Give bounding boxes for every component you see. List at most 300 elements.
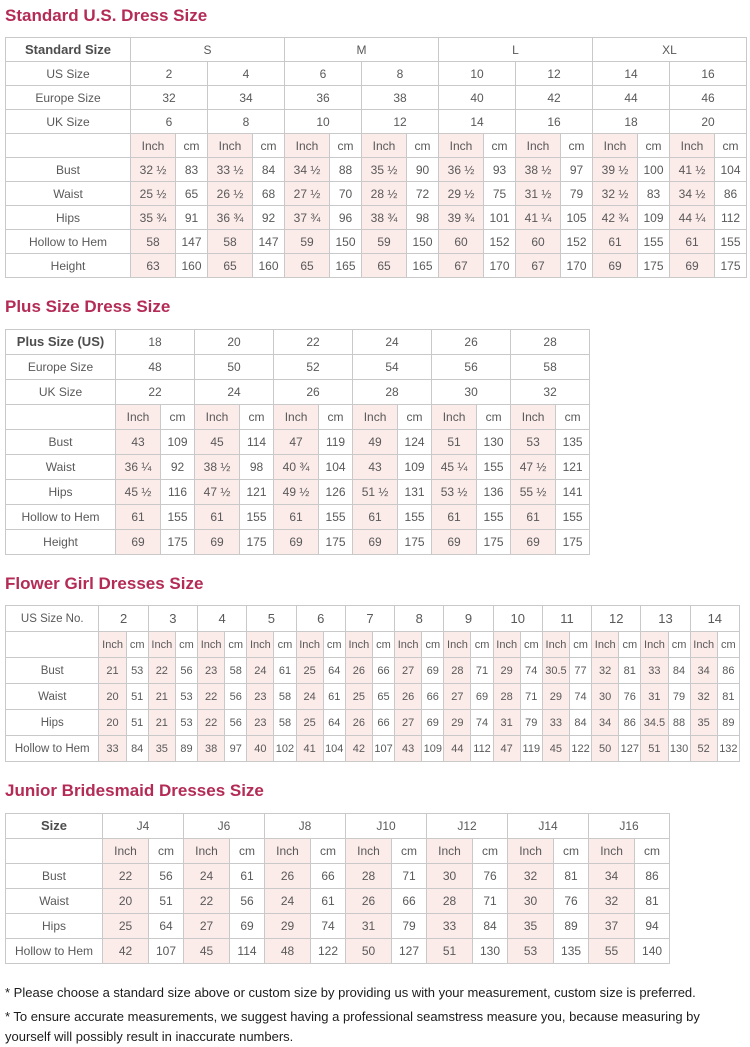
measure-value-cm: 152 xyxy=(484,230,516,254)
measure-value-cm: 160 xyxy=(253,254,285,278)
size-header: 28 xyxy=(511,329,590,354)
measure-value-inch: 42 xyxy=(345,736,372,762)
row-label: Hollow to Hem xyxy=(6,736,99,762)
size-header: 2 xyxy=(131,62,208,86)
unit-cm-label: cm xyxy=(471,632,493,658)
section-title: Junior Bridesmaid Dresses Size xyxy=(5,781,264,801)
measure-value-cm: 84 xyxy=(668,658,690,684)
measure-value-cm: 86 xyxy=(715,182,747,206)
measure-value-cm: 165 xyxy=(407,254,439,278)
measure-value-cm: 114 xyxy=(230,938,265,963)
measure-value-inch: 69 xyxy=(116,529,161,554)
measure-value-inch: 65 xyxy=(362,254,407,278)
unit-cm-label: cm xyxy=(230,838,265,863)
measure-value-cm: 94 xyxy=(635,913,670,938)
measure-value-cm: 71 xyxy=(473,888,508,913)
measure-value-inch: 51 xyxy=(641,736,668,762)
measure-value-cm: 175 xyxy=(161,529,195,554)
measure-value-cm: 126 xyxy=(319,479,353,504)
size-header: J10 xyxy=(346,813,427,838)
measure-value-cm: 135 xyxy=(556,429,590,454)
table-row xyxy=(6,863,670,888)
table-row xyxy=(6,658,740,684)
size-header: 56 xyxy=(432,354,511,379)
size-header: 8 xyxy=(362,62,439,86)
measure-value-inch: 28 xyxy=(427,888,473,913)
unit-cm-label: cm xyxy=(330,134,362,158)
measure-value-inch: 61 xyxy=(195,504,240,529)
unit-cm-label: cm xyxy=(715,134,747,158)
size-header: 30 xyxy=(432,379,511,404)
row-label: Hips xyxy=(6,206,131,230)
measure-value-inch: 42 ¾ xyxy=(593,206,638,230)
measure-value-inch: 27 xyxy=(395,658,422,684)
measure-value-inch: 51 ½ xyxy=(353,479,398,504)
unit-cm-label: cm xyxy=(473,838,508,863)
unit-cm-label: cm xyxy=(253,134,285,158)
measure-value-inch: 65 xyxy=(208,254,253,278)
unit-inch-label: Inch xyxy=(274,404,319,429)
unit-cm-label: cm xyxy=(484,134,516,158)
table-row xyxy=(6,504,590,529)
size-header: 26 xyxy=(274,379,353,404)
measure-value-cm: 93 xyxy=(484,158,516,182)
measure-value-inch: 32 xyxy=(508,863,554,888)
measure-value-inch: 25 xyxy=(296,710,323,736)
measure-value-cm: 155 xyxy=(398,504,432,529)
row-label: Waist xyxy=(6,454,116,479)
measure-value-cm: 88 xyxy=(330,158,362,182)
measure-value-cm: 69 xyxy=(422,710,444,736)
size-header: 4 xyxy=(208,62,285,86)
measure-value-inch: 40 ¾ xyxy=(274,454,319,479)
measure-value-cm: 135 xyxy=(554,938,589,963)
measure-value-inch: 30 xyxy=(592,684,619,710)
size-header: 40 xyxy=(439,86,516,110)
measure-value-inch: 28 xyxy=(444,658,471,684)
measure-value-cm: 130 xyxy=(477,429,511,454)
unit-inch-label: Inch xyxy=(116,404,161,429)
measure-value-cm: 147 xyxy=(176,230,208,254)
unit-cm-label: cm xyxy=(520,632,542,658)
measure-value-cm: 104 xyxy=(319,454,353,479)
size-header: 4 xyxy=(198,606,247,632)
measure-value-inch: 24 xyxy=(265,888,311,913)
measure-value-inch: 55 ½ xyxy=(511,479,556,504)
measure-value-inch: 49 ½ xyxy=(274,479,319,504)
table-row xyxy=(6,254,747,278)
measure-value-inch: 35 ½ xyxy=(362,158,407,182)
unit-inch-label: Inch xyxy=(131,134,176,158)
standard-size-table xyxy=(5,37,747,278)
measure-value-cm: 58 xyxy=(225,658,247,684)
table-row xyxy=(6,230,747,254)
measure-value-inch: 61 xyxy=(511,504,556,529)
table-row xyxy=(6,684,740,710)
unit-cm-label: cm xyxy=(161,404,195,429)
row-label: Waist xyxy=(6,182,131,206)
size-header: 2 xyxy=(99,606,148,632)
size-header: 46 xyxy=(670,86,747,110)
section-junior-bridesmaid-size xyxy=(5,781,746,963)
size-group-header: XL xyxy=(593,38,747,62)
measure-value-cm: 114 xyxy=(240,429,274,454)
size-header: 28 xyxy=(353,379,432,404)
measure-value-cm: 84 xyxy=(253,158,285,182)
table-row xyxy=(6,379,590,404)
measure-value-cm: 84 xyxy=(473,913,508,938)
size-header: 52 xyxy=(274,354,353,379)
measure-value-inch: 25 xyxy=(103,913,149,938)
measure-value-cm: 56 xyxy=(225,710,247,736)
size-group-header: L xyxy=(439,38,593,62)
row-label: Hollow to Hem xyxy=(6,504,116,529)
measure-value-inch: 20 xyxy=(103,888,149,913)
measure-value-inch: 40 xyxy=(247,736,274,762)
unit-inch-label: Inch xyxy=(265,838,311,863)
measure-value-inch: 32 ½ xyxy=(593,182,638,206)
size-header: 18 xyxy=(116,329,195,354)
measure-value-inch: 27 xyxy=(444,684,471,710)
measure-value-inch: 25 ½ xyxy=(131,182,176,206)
unit-inch-label: Inch xyxy=(542,632,569,658)
measure-value-cm: 56 xyxy=(175,658,197,684)
measure-value-cm: 105 xyxy=(561,206,593,230)
section-standard-us-size xyxy=(5,6,746,278)
measure-value-cm: 79 xyxy=(520,710,542,736)
size-header: 24 xyxy=(195,379,274,404)
table-row xyxy=(6,404,590,429)
measure-value-inch: 48 xyxy=(265,938,311,963)
section-flower-girl-size xyxy=(5,574,746,762)
unit-cm-label: cm xyxy=(319,404,353,429)
size-header: J4 xyxy=(103,813,184,838)
measure-value-inch: 45 xyxy=(195,429,240,454)
measure-value-cm: 81 xyxy=(717,684,739,710)
unit-inch-label: Inch xyxy=(198,632,225,658)
measure-value-inch: 22 xyxy=(148,658,175,684)
measure-value-cm: 81 xyxy=(635,888,670,913)
measure-value-cm: 66 xyxy=(372,710,394,736)
measure-value-inch: 26 xyxy=(395,684,422,710)
size-header: 8 xyxy=(395,606,444,632)
measure-value-inch: 59 xyxy=(285,230,330,254)
measure-value-inch: 26 xyxy=(345,658,372,684)
measure-value-cm: 53 xyxy=(175,710,197,736)
measure-value-inch: 32 xyxy=(592,658,619,684)
measure-value-cm: 81 xyxy=(554,863,589,888)
measure-value-inch: 43 xyxy=(395,736,422,762)
measure-value-cm: 74 xyxy=(520,658,542,684)
row-label: Europe Size xyxy=(6,86,131,110)
unit-inch-label: Inch xyxy=(99,632,126,658)
measure-value-inch: 38 xyxy=(198,736,225,762)
measure-value-cm: 104 xyxy=(715,158,747,182)
measure-value-inch: 59 xyxy=(362,230,407,254)
measure-value-cm: 155 xyxy=(240,504,274,529)
footnote-seamstress: * To ensure accurate measurements, we suggest having a professional seamstress measure you, because measuring by yourself will possibly result in inaccurate numbers. xyxy=(5,1008,700,1044)
measure-value-cm: 66 xyxy=(311,863,346,888)
table-row xyxy=(6,813,670,838)
table-row xyxy=(6,913,670,938)
section-title: Standard U.S. Dress Size xyxy=(5,6,208,25)
unit-inch-label: Inch xyxy=(508,838,554,863)
measure-value-inch: 26 ½ xyxy=(208,182,253,206)
unit-inch-label: Inch xyxy=(285,134,330,158)
measure-value-inch: 24 xyxy=(184,863,230,888)
measure-value-cm: 140 xyxy=(635,938,670,963)
row-label: Hips xyxy=(6,913,103,938)
measure-value-inch: 33 xyxy=(542,710,569,736)
measure-value-cm: 131 xyxy=(398,479,432,504)
size-header: J6 xyxy=(184,813,265,838)
unit-inch-label: Inch xyxy=(395,632,422,658)
measure-value-inch: 34 xyxy=(690,658,717,684)
unit-cm-label: cm xyxy=(407,134,439,158)
unit-inch-label: Inch xyxy=(432,404,477,429)
measure-value-inch: 30.5 xyxy=(542,658,569,684)
size-header: 32 xyxy=(131,86,208,110)
measure-value-inch: 69 xyxy=(353,529,398,554)
table-row xyxy=(6,354,590,379)
measure-value-inch: 31 xyxy=(641,684,668,710)
measure-value-cm: 152 xyxy=(561,230,593,254)
measure-value-inch: 33 xyxy=(427,913,473,938)
table-row xyxy=(6,206,747,230)
table-row xyxy=(6,479,590,504)
unit-inch-label: Inch xyxy=(195,404,240,429)
measure-value-cm: 61 xyxy=(230,863,265,888)
measure-value-cm: 83 xyxy=(638,182,670,206)
measure-value-inch: 20 xyxy=(99,710,126,736)
measure-value-inch: 45 xyxy=(184,938,230,963)
section-title: Plus Size Dress Size xyxy=(5,297,171,317)
measure-value-inch: 38 ½ xyxy=(516,158,561,182)
measure-value-cm: 100 xyxy=(638,158,670,182)
row-label: Waist xyxy=(6,888,103,913)
row-label: Height xyxy=(6,529,116,554)
measure-value-cm: 92 xyxy=(161,454,195,479)
measure-value-inch: 27 ½ xyxy=(285,182,330,206)
measure-value-inch: 27 xyxy=(184,913,230,938)
measure-value-inch: 30 xyxy=(508,888,554,913)
measure-value-inch: 36 ½ xyxy=(439,158,484,182)
measure-value-cm: 75 xyxy=(484,182,516,206)
measure-value-cm: 71 xyxy=(520,684,542,710)
size-chart-page xyxy=(5,6,746,1047)
size-header: J14 xyxy=(508,813,589,838)
size-header: 36 xyxy=(285,86,362,110)
row-label: Hollow to Hem xyxy=(6,938,103,963)
table-row xyxy=(6,736,740,762)
size-header: 10 xyxy=(285,110,362,134)
size-header: 48 xyxy=(116,354,195,379)
measure-value-inch: 30 xyxy=(427,863,473,888)
row-label: UK Size xyxy=(6,379,116,404)
measure-value-cm: 124 xyxy=(398,429,432,454)
unit-inch-label: Inch xyxy=(296,632,323,658)
measure-value-inch: 69 xyxy=(432,529,477,554)
measure-value-inch: 22 xyxy=(198,710,225,736)
table-row xyxy=(6,62,747,86)
measure-value-inch: 21 xyxy=(148,710,175,736)
measure-value-cm: 121 xyxy=(240,479,274,504)
unit-cm-label: cm xyxy=(561,134,593,158)
size-header: 5 xyxy=(247,606,296,632)
row-label: Bust xyxy=(6,158,131,182)
unit-inch-label: Inch xyxy=(670,134,715,158)
row-label: Waist xyxy=(6,684,99,710)
measure-value-cm: 79 xyxy=(668,684,690,710)
measure-value-inch: 39 ½ xyxy=(593,158,638,182)
measure-value-cm: 56 xyxy=(225,684,247,710)
measure-value-cm: 74 xyxy=(471,710,493,736)
measure-value-cm: 170 xyxy=(484,254,516,278)
measure-value-inch: 51 xyxy=(427,938,473,963)
measure-value-cm: 61 xyxy=(274,658,296,684)
row-label xyxy=(6,134,131,158)
measure-value-inch: 21 xyxy=(148,684,175,710)
row-label xyxy=(6,838,103,863)
measure-value-cm: 58 xyxy=(274,684,296,710)
junior-bridesmaid-size-table xyxy=(5,813,670,964)
unit-cm-label: cm xyxy=(175,632,197,658)
section-title: Flower Girl Dresses Size xyxy=(5,573,204,593)
measure-value-inch: 61 xyxy=(116,504,161,529)
unit-inch-label: Inch xyxy=(346,838,392,863)
measure-value-cm: 116 xyxy=(161,479,195,504)
size-header: 42 xyxy=(516,86,593,110)
size-header: J16 xyxy=(589,813,670,838)
measure-value-inch: 39 ¾ xyxy=(439,206,484,230)
unit-inch-label: Inch xyxy=(427,838,473,863)
unit-cm-label: cm xyxy=(392,838,427,863)
row-label xyxy=(6,404,116,429)
measure-value-cm: 89 xyxy=(554,913,589,938)
measure-value-inch: 26 xyxy=(346,888,392,913)
unit-inch-label: Inch xyxy=(516,134,561,158)
measure-value-cm: 90 xyxy=(407,158,439,182)
measure-value-inch: 35 xyxy=(690,710,717,736)
unit-inch-label: Inch xyxy=(444,632,471,658)
measure-value-inch: 31 xyxy=(346,913,392,938)
measure-value-cm: 70 xyxy=(330,182,362,206)
size-header: J8 xyxy=(265,813,346,838)
size-header: 38 xyxy=(362,86,439,110)
table-row xyxy=(6,182,747,206)
measure-value-inch: 42 xyxy=(103,938,149,963)
measure-value-inch: 32 ½ xyxy=(131,158,176,182)
measure-value-cm: 89 xyxy=(717,710,739,736)
measure-value-cm: 127 xyxy=(392,938,427,963)
size-header: 6 xyxy=(285,62,362,86)
measure-value-cm: 170 xyxy=(561,254,593,278)
size-header: 44 xyxy=(593,86,670,110)
size-header: 26 xyxy=(432,329,511,354)
unit-cm-label: cm xyxy=(668,632,690,658)
measure-value-cm: 109 xyxy=(422,736,444,762)
measure-value-cm: 51 xyxy=(126,684,148,710)
row-label: Bust xyxy=(6,658,99,684)
measure-value-inch: 50 xyxy=(346,938,392,963)
measure-value-cm: 109 xyxy=(161,429,195,454)
measure-value-inch: 69 xyxy=(274,529,319,554)
measure-value-cm: 107 xyxy=(149,938,184,963)
unit-cm-label: cm xyxy=(556,404,590,429)
measure-value-cm: 79 xyxy=(392,913,427,938)
row-label: Height xyxy=(6,254,131,278)
measure-value-cm: 81 xyxy=(619,658,641,684)
unit-cm-label: cm xyxy=(477,404,511,429)
measure-value-inch: 45 xyxy=(542,736,569,762)
size-header: J12 xyxy=(427,813,508,838)
unit-inch-label: Inch xyxy=(493,632,520,658)
row-label: Bust xyxy=(6,863,103,888)
size-group-header: S xyxy=(131,38,285,62)
measure-value-inch: 34 xyxy=(589,863,635,888)
size-header: 58 xyxy=(511,354,590,379)
size-header: 13 xyxy=(641,606,690,632)
measure-value-cm: 69 xyxy=(422,658,444,684)
measure-value-inch: 33 xyxy=(641,658,668,684)
unit-cm-label: cm xyxy=(323,632,345,658)
measure-value-cm: 101 xyxy=(484,206,516,230)
unit-inch-label: Inch xyxy=(184,838,230,863)
measure-value-cm: 84 xyxy=(126,736,148,762)
unit-inch-label: Inch xyxy=(439,134,484,158)
unit-inch-label: Inch xyxy=(103,838,149,863)
unit-cm-label: cm xyxy=(638,134,670,158)
measure-value-cm: 84 xyxy=(570,710,592,736)
measure-value-inch: 23 xyxy=(198,658,225,684)
measure-value-inch: 52 xyxy=(690,736,717,762)
size-header: 12 xyxy=(362,110,439,134)
measure-value-inch: 28 xyxy=(493,684,520,710)
measure-value-cm: 98 xyxy=(240,454,274,479)
size-header: 32 xyxy=(511,379,590,404)
measure-value-inch: 67 xyxy=(439,254,484,278)
unit-inch-label: Inch xyxy=(345,632,372,658)
size-header: 16 xyxy=(670,62,747,86)
measure-value-cm: 76 xyxy=(473,863,508,888)
measure-value-inch: 26 xyxy=(345,710,372,736)
table-row xyxy=(6,86,747,110)
measure-value-cm: 65 xyxy=(372,684,394,710)
measure-value-cm: 64 xyxy=(323,658,345,684)
row-label: UK Size xyxy=(6,110,131,134)
measure-value-inch: 22 xyxy=(184,888,230,913)
measure-value-inch: 53 xyxy=(508,938,554,963)
table-row xyxy=(6,529,590,554)
size-header: 20 xyxy=(195,329,274,354)
measure-value-inch: 33 ½ xyxy=(208,158,253,182)
row-label: US Size No. xyxy=(6,606,99,632)
unit-inch-label: Inch xyxy=(353,404,398,429)
table-row xyxy=(6,710,740,736)
unit-inch-label: Inch xyxy=(247,632,274,658)
measure-value-cm: 175 xyxy=(638,254,670,278)
size-header: 10 xyxy=(493,606,542,632)
measure-value-cm: 107 xyxy=(372,736,394,762)
unit-cm-label: cm xyxy=(372,632,394,658)
measure-value-cm: 136 xyxy=(477,479,511,504)
measure-value-inch: 24 xyxy=(296,684,323,710)
measure-value-cm: 53 xyxy=(126,658,148,684)
unit-inch-label: Inch xyxy=(592,632,619,658)
size-header: 50 xyxy=(195,354,274,379)
measure-value-inch: 28 ½ xyxy=(362,182,407,206)
measure-value-inch: 47 xyxy=(274,429,319,454)
